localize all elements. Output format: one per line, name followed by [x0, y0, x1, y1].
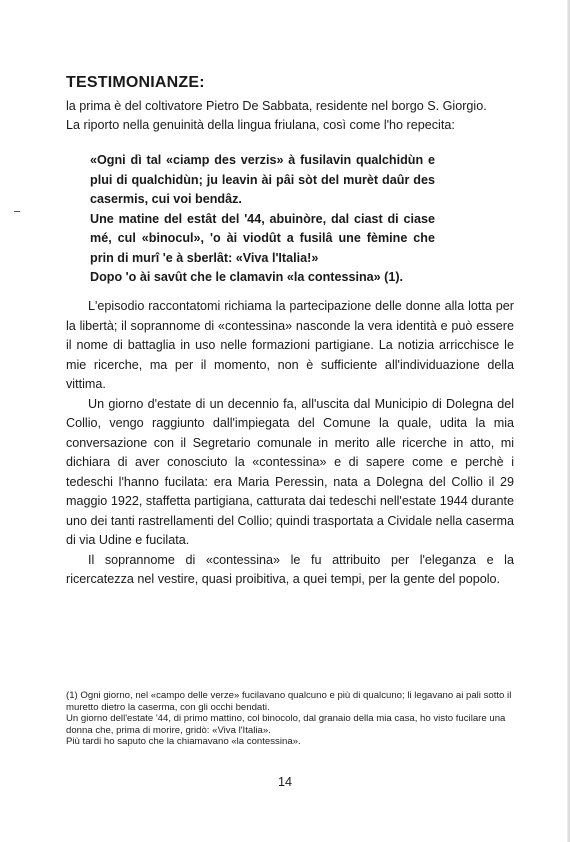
body-paragraph: Un giorno d'estate di un decennio fa, all'uscita dal Municipio di Dolegna del Collio, vengo raggiunto dall'impiegata del Comune la quale, udita la mia conversazione con il Segretario comunale in merito alle ricerche in atto, mi dichiara di aver conosciuto la «contessina» e di sapere come e perchè i tedeschi l'hanno fucilata: era Maria Peressin, nata a Dolegna del Collio il 29 maggio 1922, staffetta partigiana, catturata dai tedeschi nell'estate 1944 durante uno dei tanti rastrellamenti del Collio; quindi trasportata a Cividale nella caserma di via Udine e fucilata.: [66, 396, 515, 547]
footnote-line: Un giorno dell'estate '44, di primo mattino, col binocolo, dal granaio della mia casa, ho visto fucilare una donna che, prima di morire, gridò: «Viva l'Italia».: [66, 713, 506, 736]
body-paragraph: L'episodio raccontatomi richiama la partecipazione delle donne alla lotta per la libertà; il soprannome di «contessina» nasconde la vera identità e può essere il nome di battaglia in uso nelle formazioni partigiane. La notizia arricchisce le mie ricerche, ma per il momento, non è sufficiente all'individuazione della vittima.: [66, 299, 514, 391]
testimony-quote: [90, 151, 435, 288]
intro-line: la prima è del coltivatore Pietro De Sabbata, residente nel borgo S. Giorgio.: [66, 99, 487, 113]
body-paragraph: Il soprannome di «contessina» le fu attribuito per l'eleganza e la ricercatezza nel vestire, quasi proibitiva, a quei tempi, per la gente del popolo.: [66, 552, 514, 586]
quote-paragraph: «Ogni dì tal «ciamp des verzis» à fusilavin qualchidùn e plui di qualchidùn; ju leavin ài pâi sòt del murèt daûr des casermis, cui voi bendâz.: [90, 153, 435, 206]
body-text: [66, 297, 514, 590]
quote-paragraph: Dopo 'o ài savût che le clamavin «la contessina» (1).: [90, 270, 404, 284]
footnote-line: Più tardi ho saputo che la chiamavano «la contessina».: [66, 736, 301, 748]
footnote-line: (1) Ogni giorno, nel «campo delle verze» fucilavano qualcuno e più di qualcuno; li legavano ai pali sotto il muretto dietro la caserma, con gli occhi bendati.: [66, 690, 512, 713]
margin-mark: [14, 211, 20, 212]
footnote: [66, 690, 522, 748]
quote-paragraph: Une matine del estât del '44, abuinòre, dal ciast di ciase mé, cul «binocul», 'o ài viodût a fusilâ une fèmine che prin di murî 'e à sberlât: «Viva l'Italia!»: [90, 211, 435, 265]
page-number: 14: [277, 775, 292, 789]
section-heading: TESTIMONIANZE:: [66, 74, 205, 91]
intro-paragraph: [66, 97, 514, 135]
intro-line: La riporto nella genuinità della lingua friulana, così come l'ho repecita:: [66, 118, 455, 132]
